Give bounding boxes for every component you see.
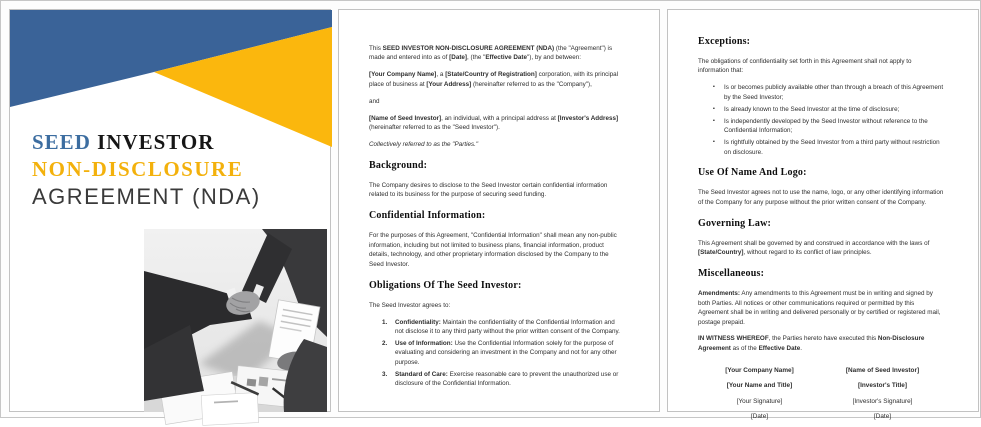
paragraph: For the purposes of this Agreement, "Confidential Information" shall mean any non-public information, including but not limited to business plans, financial information, product details, technology, and other proprietary information disclosed by the Company to the Seed Investor. [369,232,617,268]
signature-line: [Name of Seed Investor] [845,367,920,375]
paragraph: This SEED INVESTOR NON-DISCLOSURE AGREEMENT (NDA) (the "Agreement") is made and entered into as of [Date], (the "Effective Date"), by and between: [369,45,613,62]
investor-signature-column [821,366,944,426]
paragraph: Amendments: Any amendments to this Agreement must be in writing and signed by both Parties. All notices or other communications required or permitted by this Agreement shall be in writing and delivered personally or by certified or registered mail, postage prepaid. [698,290,941,326]
cover-title-line3: AGREEMENT (NDA) [32,184,261,209]
signature-line: [Investor's Signature] [852,397,913,405]
title-word-investor: INVESTOR [97,130,215,154]
bullet-list [698,83,944,157]
paragraph: The Company desires to disclose to the Seed Investor certain confidential information related to its business for the purpose of securing seed funding. [369,182,608,199]
paragraph: Collectively referred to as the "Parties." [369,141,479,149]
signature-block [698,366,944,426]
cover-title [32,128,324,210]
paragraph: This Agreement shall be governed by and construed in accordance with the laws of [State/Country], without regard to its conflict of law principles. [698,239,930,257]
signature-line: [Your Name and Title] [726,382,793,390]
section-heading: Use Of Name And Logo: [698,167,807,179]
list-item: ▪ Is already known to the Seed Investor at the time of disclosure; [724,105,944,114]
section-heading: Obligations Of The Seed Investor: [369,279,522,291]
agreement-page-1-content [339,10,659,411]
handshake-photo [144,229,327,412]
company-signature-column [698,366,821,426]
signature-line: [Date] [750,412,769,420]
agreement-page-2 [667,9,979,420]
signature-line: [Your Company Name] [725,367,794,375]
agreement-page-2-content [668,10,978,420]
paragraph: The obligations of confidentiality set forth in this Agreement shall not apply to information that: [698,58,912,75]
numbered-list [369,318,625,389]
list-item: Standard of Care: Exercise reasonable care to prevent the unauthorized use or disclosure of the Confidential Information. [395,370,619,388]
paragraph: IN WITNESS WHEREOF, the Parties hereto have executed this Non-Disclosure Agreement as of the Effective Date. [698,335,925,352]
paragraph: [Name of Seed Investor], an individual, with a principal address at [Investor's Address] (hereinafter referred to as the "Seed Investor"). [369,114,619,132]
signature-line: [Your Signature] [736,397,783,405]
cover-title-line2: NON-DISCLOSURE [32,157,244,181]
section-heading: Background: [369,160,428,171]
section-heading: Confidential Information: [369,210,486,222]
list-item: ▪ Is independently developed by the Seed Investor without reference to the Confidential Information; [724,117,944,136]
section-heading: Exceptions: [698,36,751,47]
cover-page [9,9,331,412]
list-item: ▪ Is or becomes publicly available other than through a breach of this Agreement by the Seed Investor; [724,83,944,102]
paragraph: and [369,97,380,105]
list-item: Use of Information: Use the Confidential Information solely for the purpose of evaluating and considering an investment in the Company and not for any other purpose. [395,339,617,366]
cover-title-line1 [32,128,324,156]
paragraph: [Your Company Name], a [State/Country of Registration] corporation, with its principal place of business at [Your Address] (hereinafter referred to as the "Company"), [369,71,619,88]
paragraph: The Seed Investor agrees not to use the name, logo, or any other identifying information of the Company for any purpose without the prior written consent of the Company. [698,189,944,206]
handshake-photo-art [144,229,327,412]
list-item: ▪ Is rightfully obtained by the Seed Investor from a third party without restriction on disclosure. [724,138,944,157]
list-item: Confidentiality: Maintain the confidentiality of the Confidential Information and not disclose it to any third party without the prior written consent of the Company. [395,318,620,335]
agreement-page-1 [338,9,660,412]
section-heading: Governing Law: [698,217,772,229]
paragraph: The Seed Investor agrees to: [369,301,451,309]
title-word-seed: SEED [32,130,91,154]
section-heading: Miscellaneous: [698,268,765,280]
signature-line: [Date] [873,412,892,420]
signature-line: [Investor's Title] [858,382,907,390]
